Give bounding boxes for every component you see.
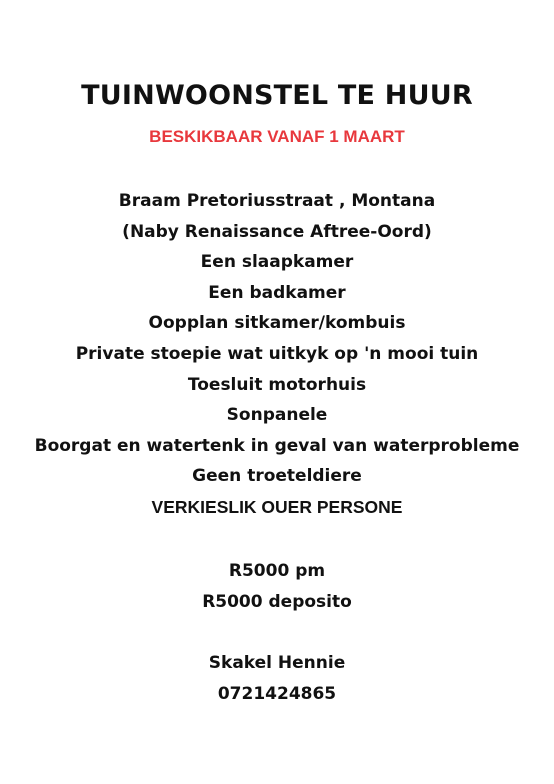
feature-landmark: (Naby Renaissance Aftree-Oord) (122, 221, 432, 242)
feature-bedroom: Een slaapkamer (200, 252, 354, 273)
feature-solar-panels: Sonpanele (226, 405, 328, 426)
rent-price: R5000 pm (228, 561, 326, 581)
contact-phone: 0721424865 (217, 683, 337, 704)
feature-preference: VERKIESLIK OUER PERSONE (151, 496, 403, 517)
page-title: TUINWOONSTEL TE HUUR (81, 80, 473, 111)
feature-bathroom: Een badkamer (208, 282, 346, 303)
feature-garage: Toesluit motorhuis (187, 374, 367, 395)
feature-open-plan: Oopplan sitkamer/kombuis (148, 313, 406, 334)
contact-block (0, 648, 554, 709)
feature-borehole: Boorgat en watertenk in geval van waterprobleme (34, 435, 520, 456)
features-list (0, 186, 554, 523)
feature-no-pets: Geen troeteldiere (192, 466, 362, 487)
feature-patio: Private stoepie wat uitkyk op 'n mooi tuin (75, 343, 479, 364)
deposit-price: R5000 deposito (202, 591, 352, 612)
feature-address: Braam Pretoriusstraat , Montana (118, 191, 436, 211)
contact-name: Skakel Hennie (208, 653, 346, 673)
availability-subtitle: BESKIKBAAR VANAF 1 MAART (149, 127, 405, 146)
pricing-block (0, 556, 554, 617)
